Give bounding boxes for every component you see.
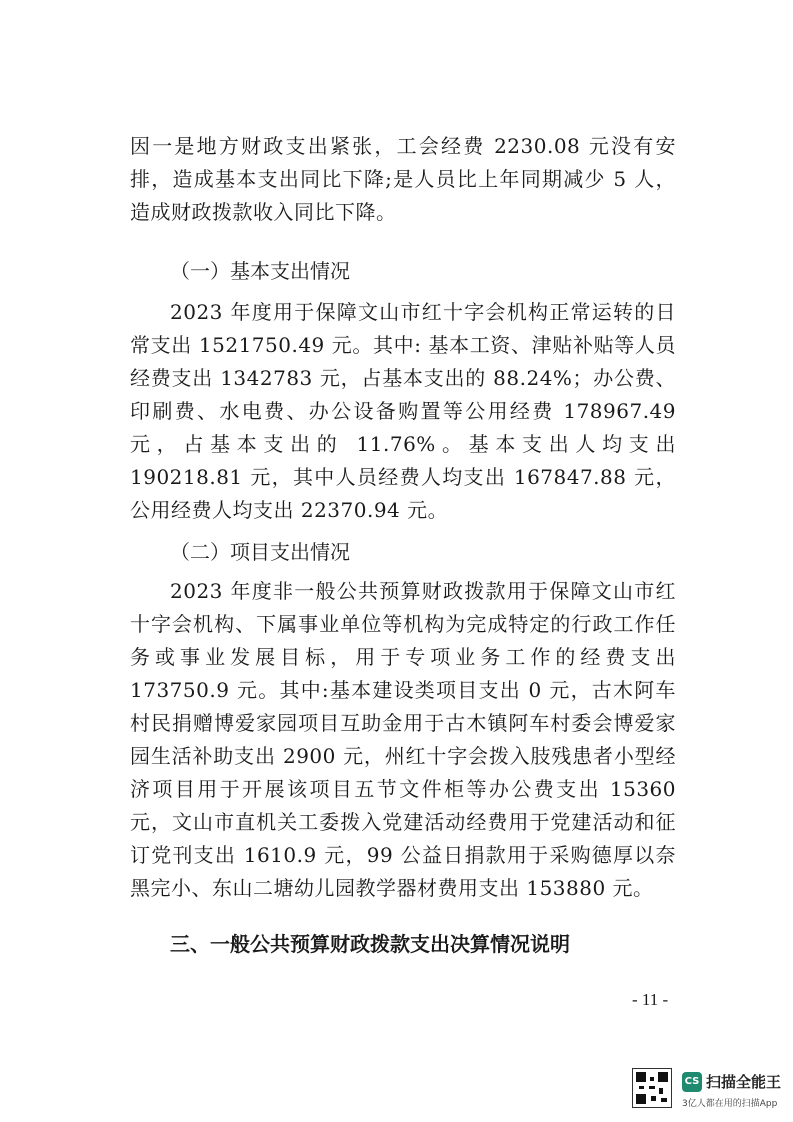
qr-code-icon — [632, 1068, 672, 1108]
paragraph-continued: 因一是地方财政支出紧张，工会经费 2230.08 元没有安排，造成基本支出同比下降;是人员比上年同期减少 5 人，造成财政拨款收入同比下降。 — [130, 134, 676, 224]
subheading-project-expenditure: （二）项目支出情况 — [170, 540, 350, 564]
watermark-subtitle: 3亿人都在用的扫描App — [682, 1099, 778, 1109]
page-number: - 11 - — [632, 990, 669, 1009]
scanner-watermark — [632, 1068, 782, 1112]
watermark-title: 扫描全能王 — [706, 1073, 782, 1091]
cs-logo-icon: CS — [682, 1072, 702, 1092]
paragraph-project-expenditure: 2023 年度非一般公共预算财政拨款用于保障文山市红十字会机构、下属事业单位等机构为完成特定的行政工作任务或事业发展目标，用于专项业务工作的经费支出 173750.9 元。其中:基本建设类项目支出 0 元，古木阿车村民捐赠博爱家园项目互助金用于古木镇阿车村委会博爱家园生活补助支出 2900 元，州红十字会拨入肢残患者小型经济项目用于开展该项目五节文件柜等办公费支出 15360 元，文山市直机关工委拨入党建活动经费用于党建活动和征订党刊支出 1610.9 元，99 公益日捐款用于采购德厚以奈黑完小、东山二塘幼儿园教学器材费用支出 153880 元。 — [130, 579, 676, 900]
paragraph-basic-expenditure: 2023 年度用于保障文山市红十字会机构正常运转的日常支出 1521750.49 元。其中: 基本工资、津贴补贴等人员经费支出 1342783 元，占基本支出的 88.24%；办公费、印刷费、水电费、办公设备购置等公用经费 178967.49 元，占基本支出的 11.76%。基本支出人均支出 190218.81 元，其中人员经费人均支出 167847.88 元，公用经费人均支出 22370.94 元。 — [130, 300, 676, 522]
subheading-basic-expenditure: （一）基本支出情况 — [170, 259, 350, 283]
section-heading-3: 三、一般公共预算财政拨款支出决算情况说明 — [170, 932, 570, 956]
